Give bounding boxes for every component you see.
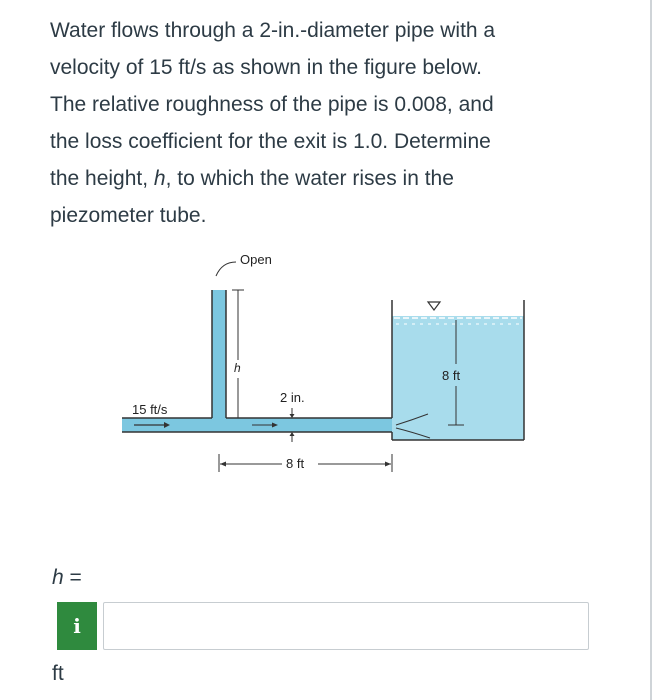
question-text	[50, 12, 610, 234]
variable-h: h	[153, 167, 166, 190]
question-line: The relative roughness of the pipe is 0.008, and	[50, 93, 494, 116]
question-line: the loss coefficient for the exit is 1.0. Determine	[50, 130, 491, 153]
piezometer-water	[212, 290, 226, 418]
question-line: Water flows through a 2-in.-diameter pipe with a	[50, 19, 496, 42]
h-label: h	[234, 361, 241, 375]
pipe-figure	[112, 240, 552, 500]
answer-input[interactable]	[103, 602, 589, 650]
question-line: the height, h, to which the water rises in the	[50, 167, 454, 190]
depth-label: 8 ft	[442, 368, 461, 383]
open-leader	[216, 262, 236, 276]
question-line: piezometer tube.	[50, 204, 207, 227]
info-icon: i	[73, 614, 81, 638]
diameter-label: 2 in.	[280, 390, 305, 405]
question-line: velocity of 15 ft/s as shown in the figure below.	[50, 56, 482, 79]
hint-button[interactable]	[57, 602, 97, 650]
length-arrowhead-left-icon	[220, 462, 226, 467]
free-surface-icon	[428, 302, 440, 310]
velocity-label: 15 ft/s	[132, 402, 168, 417]
unit-label: ft	[52, 662, 64, 685]
length-label: 8 ft	[286, 456, 305, 471]
length-arrowhead-right-icon	[385, 462, 391, 467]
open-label: Open	[240, 252, 272, 267]
answer-variable-label: h =	[52, 566, 82, 589]
